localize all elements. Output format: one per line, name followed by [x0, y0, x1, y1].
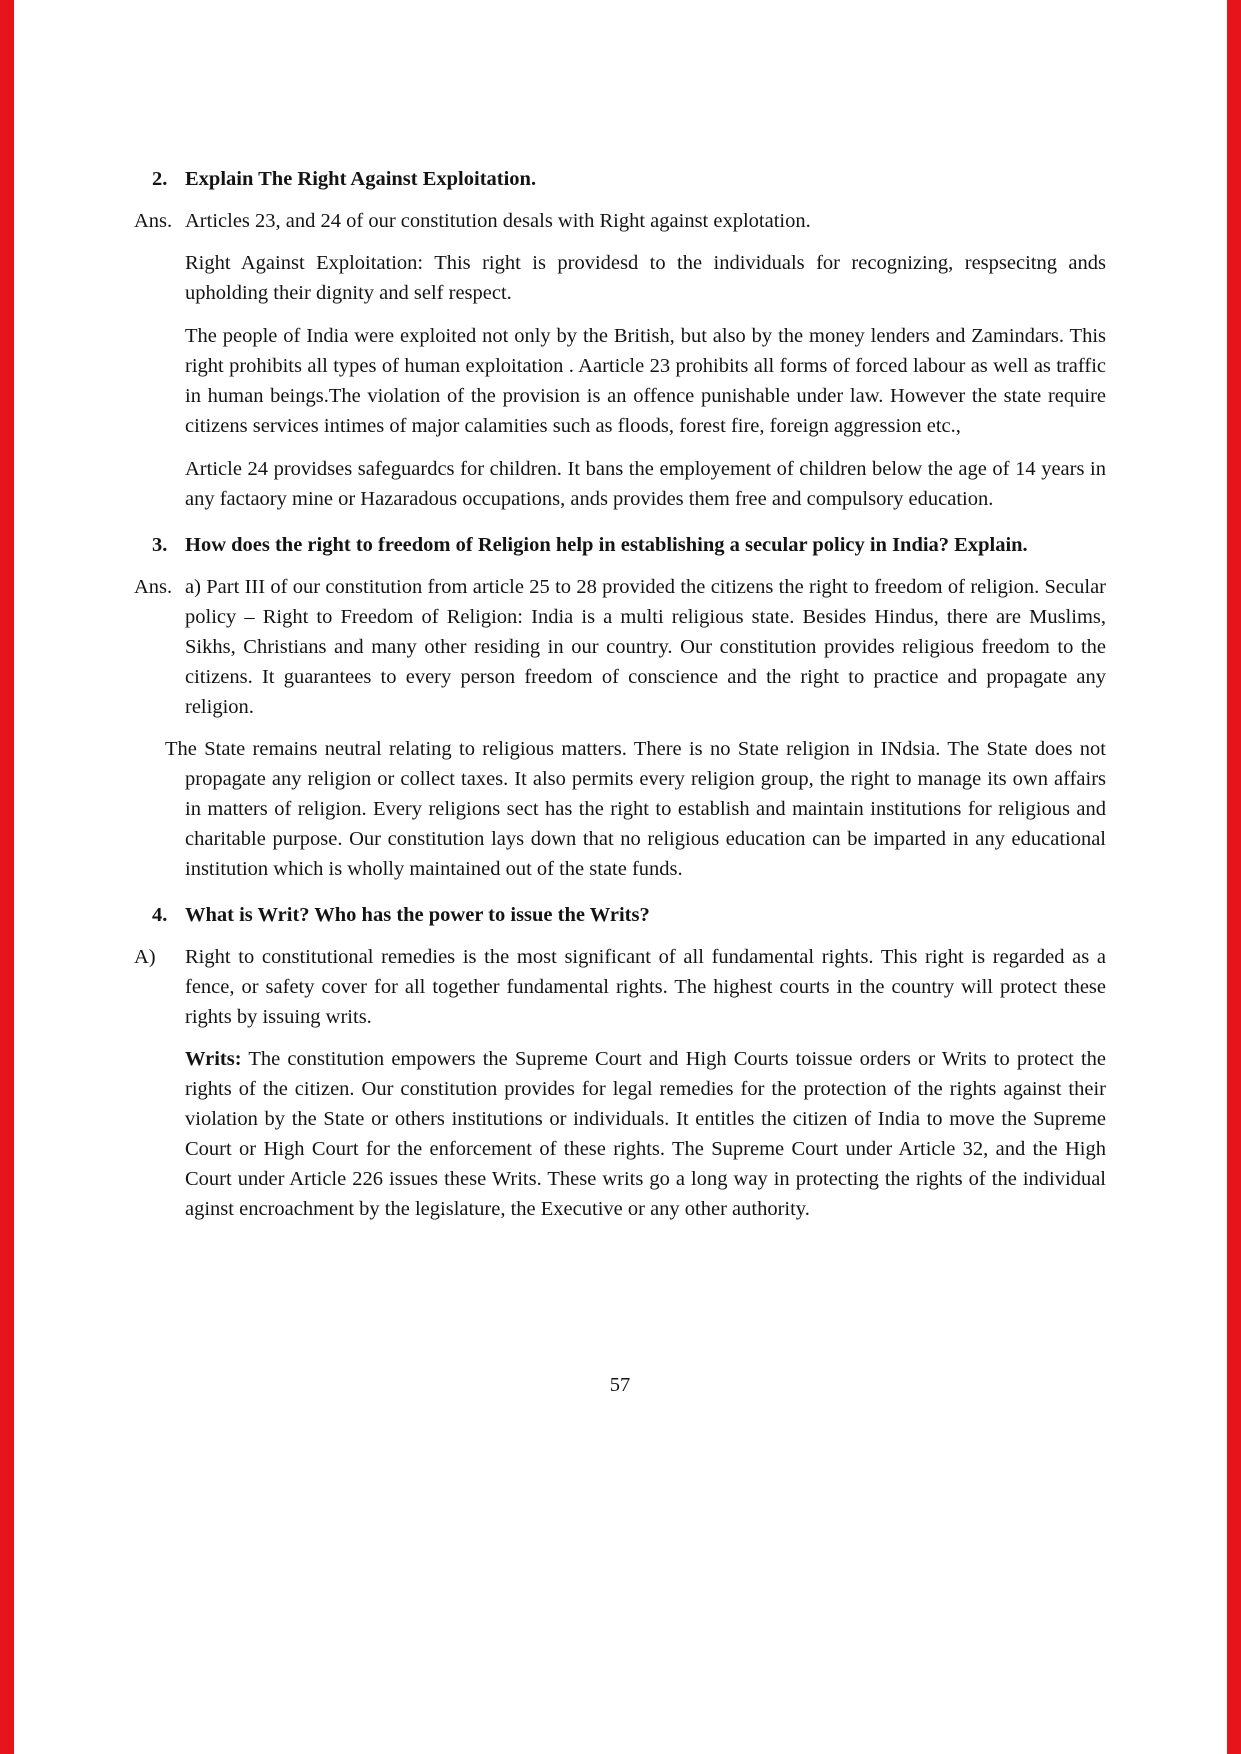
- paragraph: Right Against Exploitation: This right is providesd to the individuals for recognizing, respsecitng ands upholding their dignity and self respect.: [185, 252, 1106, 304]
- answer-text: Right to constitutional remedies is the most significant of all fundamental rights. This right is regarded as a fence, or safety cover for all together fundamental rights. The highest courts in the country will protect these rights by issuing writs.: [185, 946, 1106, 1028]
- question-text: What is Writ? Who has the power to issue the Writs?: [185, 904, 650, 926]
- question-number: 4.: [152, 904, 168, 926]
- writs-text: The constitution empowers the Supreme Court and High Courts toissue orders or Writs to protect the rights of the citizen. Our constitution provides for legal remedies for the protection of the rights against their violation by the State or others institutions or individuals. It entitles the citizen of India to move the Supreme Court or High Court for the enforcement of these rights. The Supreme Court under Article 32, and the High Court under Article 226 issues these Writs. These writs go a long way in protecting the rights of the individual aginst encroachment by the legislature, the Executive or any other authority.: [185, 1048, 1106, 1220]
- answer-text: a) Part III of our constitution from article 25 to 28 provided the citizens the right to freedom of religion. Secular policy – Right to Freedom of Religion: India is a multi religious state. Besides Hindus, there are Muslims, Sikhs, Christians and many other residing in our country. Our constitution provides religious freedom to the citizens. It guarantees to every person freedom of conscience and the right to practice and propagate any religion.: [185, 576, 1106, 718]
- answer-label: Ans.: [134, 576, 173, 598]
- answer-4-intro: [134, 942, 1106, 1032]
- paragraph: Article 24 providses safeguardcs for children. It bans the employement of children below the age of 14 years in any factaory mine or Hazaradous occupations, ands provides them free and compulsory education.: [185, 458, 1106, 510]
- answer-2-intro: [134, 206, 1106, 236]
- paragraph: The people of India were exploited not only by the British, but also by the money lenders and Zamindars. This right prohibits all types of human exploitation . Aarticle 23 prohibits all forms of forced labour as well as traffic in human beings.The violation of the provision is an offence punishable under law. However the state require citizens services intimes of major calamities such as floods, forest fire, foreign aggression etc.,: [185, 325, 1106, 437]
- question-text: Explain The Right Against Exploitation.: [185, 168, 537, 190]
- paragraph: The State remains neutral relating to religious matters. There is no State religion in INdsia. The State does not propagate any religion or collect taxes. It also permits every religion group, the right to manage its own affairs in matters of religion. Every religions sect has the right to establish and maintain institutions for religious and charitable purpose. Our constitution lays down that no religious education can be imparted in any educational institution which is wholly maintained out of the state funds.: [165, 738, 1106, 880]
- question-number: 2.: [152, 168, 168, 190]
- question-text: How does the right to freedom of Religion help in establishing a secular policy in India? Explain.: [185, 534, 1028, 556]
- answer-label: Ans.: [134, 210, 173, 232]
- left-red-border: [0, 0, 14, 1754]
- question-2: [134, 164, 1106, 194]
- page-number: 57: [609, 1374, 631, 1396]
- page-content: [134, 148, 1106, 1237]
- question-3: [134, 530, 1106, 560]
- answer-label: A): [134, 946, 156, 968]
- answer-3-intro: [134, 572, 1106, 722]
- right-red-border: [1227, 0, 1241, 1754]
- writs-lead: Writs:: [185, 1048, 242, 1070]
- question-4: [134, 900, 1106, 930]
- answer-text: Articles 23, and 24 of our constitution desals with Right against explotation.: [185, 210, 811, 232]
- paragraph-writs: [185, 1044, 1106, 1224]
- question-number: 3.: [152, 534, 168, 556]
